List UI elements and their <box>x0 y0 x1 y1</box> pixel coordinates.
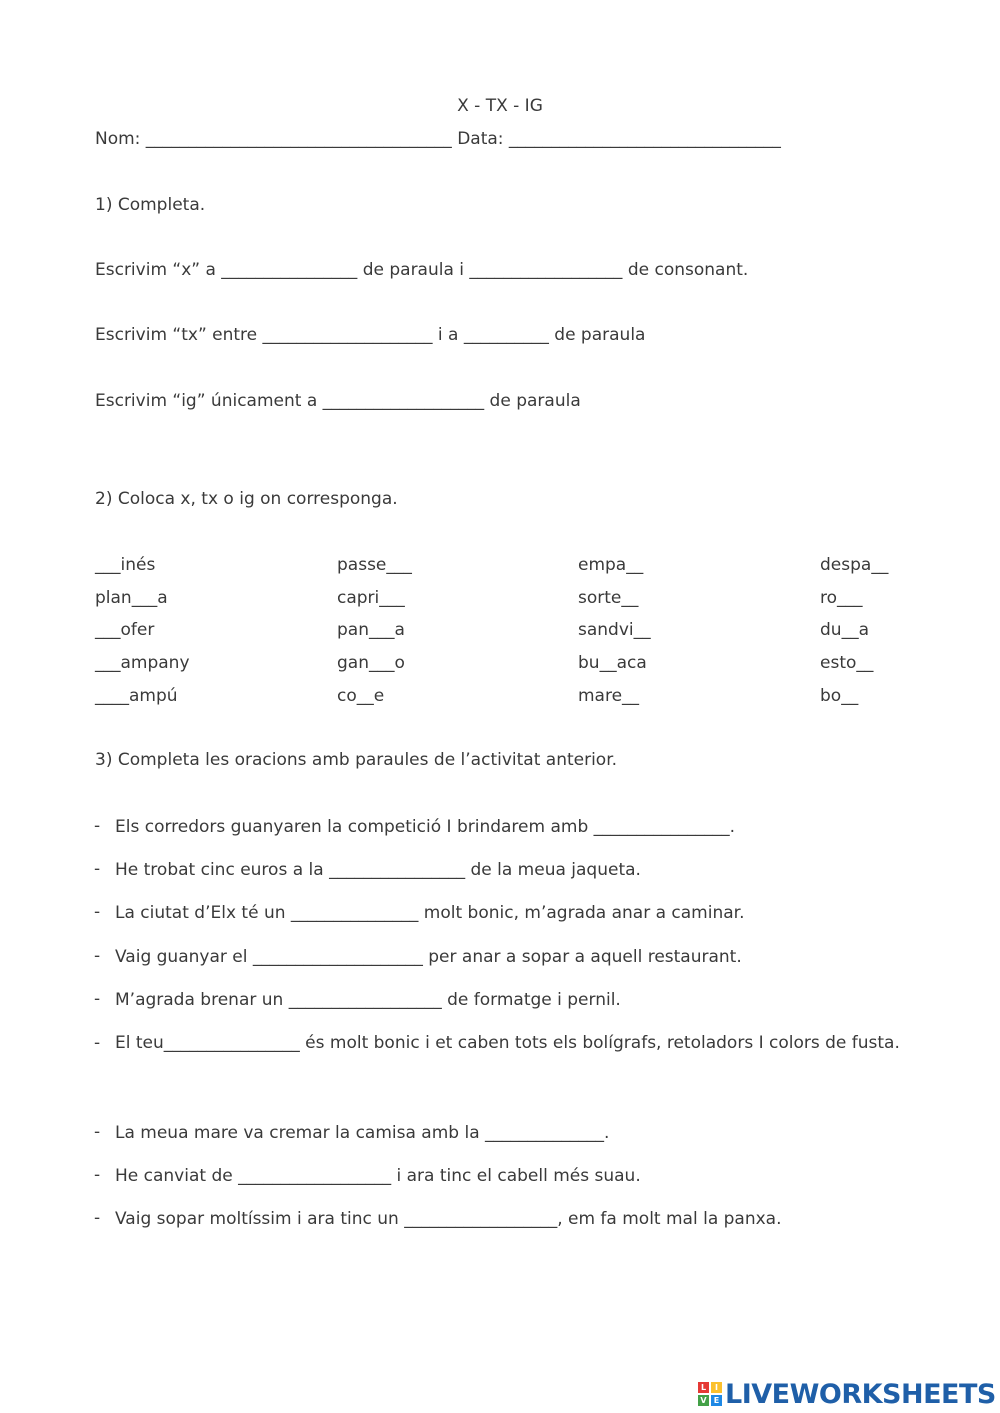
bullet-dash: - <box>94 902 101 922</box>
word-item: despa__ <box>820 555 889 575</box>
section1-line: Escrivim “tx” entre ____________________ i a __________ de paraula <box>95 325 646 345</box>
word-item: ____ampú <box>95 686 178 706</box>
word-item: ro___ <box>820 588 863 608</box>
liveworksheets-logo <box>698 1378 996 1410</box>
exercise-sentence: Els corredors guanyaren la competició I brindarem amb ________________. <box>115 817 736 837</box>
exercise-sentence: El teu________________ és molt bonic i et caben tots els bolígrafs, retoladors I colors de fusta. <box>115 1033 900 1053</box>
bullet-dash: - <box>94 1165 101 1185</box>
section3-heading: 3) Completa les oracions amb paraules de l’activitat anterior. <box>95 750 618 770</box>
bullet-dash: - <box>94 859 101 879</box>
bullet-dash: - <box>94 989 101 1009</box>
word-item: co__e <box>337 686 385 706</box>
word-item: capri___ <box>337 588 405 608</box>
word-item: passe___ <box>337 555 412 575</box>
word-item: empa__ <box>578 555 644 575</box>
bullet-dash: - <box>94 1208 101 1228</box>
word-item: ___ofer <box>95 620 155 640</box>
word-item: pan___a <box>337 620 405 640</box>
word-item: plan___a <box>95 588 168 608</box>
worksheet-title: X - TX - IG <box>457 96 543 116</box>
bullet-dash: - <box>94 946 101 966</box>
exercise-sentence: La meua mare va cremar la camisa amb la ______________. <box>115 1123 610 1143</box>
exercise-sentence: Vaig sopar moltíssim i ara tinc un __________________, em fa molt mal la panxa. <box>115 1209 782 1229</box>
section1-line: Escrivim “ig” únicament a ___________________ de paraula <box>95 391 581 411</box>
liveworksheets-logo-icon: L I V E <box>698 1382 722 1406</box>
exercise-sentence: M’agrada brenar un __________________ de formatge i pernil. <box>115 990 621 1010</box>
liveworksheets-logo-text: LIVEWORKSHEETS <box>725 1378 996 1410</box>
section1-heading: 1) Completa. <box>95 195 206 215</box>
word-item: mare__ <box>578 686 640 706</box>
word-item: ___inés <box>95 555 156 575</box>
exercise-sentence: He trobat cinc euros a la ________________ de la meua jaqueta. <box>115 860 641 880</box>
name-date-line: Nom: ____________________________________ Data: ________________________________ <box>95 129 781 149</box>
word-item: gan___o <box>337 653 405 673</box>
word-item: ___ampany <box>95 653 190 673</box>
word-item: esto__ <box>820 653 874 673</box>
bullet-dash: - <box>94 1122 101 1142</box>
bullet-dash: - <box>94 1033 101 1053</box>
word-item: sorte__ <box>578 588 639 608</box>
section1-line: Escrivim “x” a ________________ de paraula i __________________ de consonant. <box>95 260 749 280</box>
exercise-sentence: La ciutat d’Elx té un _______________ molt bonic, m’agrada anar a caminar. <box>115 903 745 923</box>
word-item: du__a <box>820 620 869 640</box>
word-item: sandvi__ <box>578 620 651 640</box>
word-item: bo__ <box>820 686 859 706</box>
exercise-sentence: He canviat de __________________ i ara tinc el cabell més suau. <box>115 1166 641 1186</box>
word-item: bu__aca <box>578 653 647 673</box>
bullet-dash: - <box>94 816 101 836</box>
exercise-sentence: Vaig guanyar el ____________________ per anar a sopar a aquell restaurant. <box>115 947 742 967</box>
section2-heading: 2) Coloca x, tx o ig on corresponga. <box>95 489 398 509</box>
